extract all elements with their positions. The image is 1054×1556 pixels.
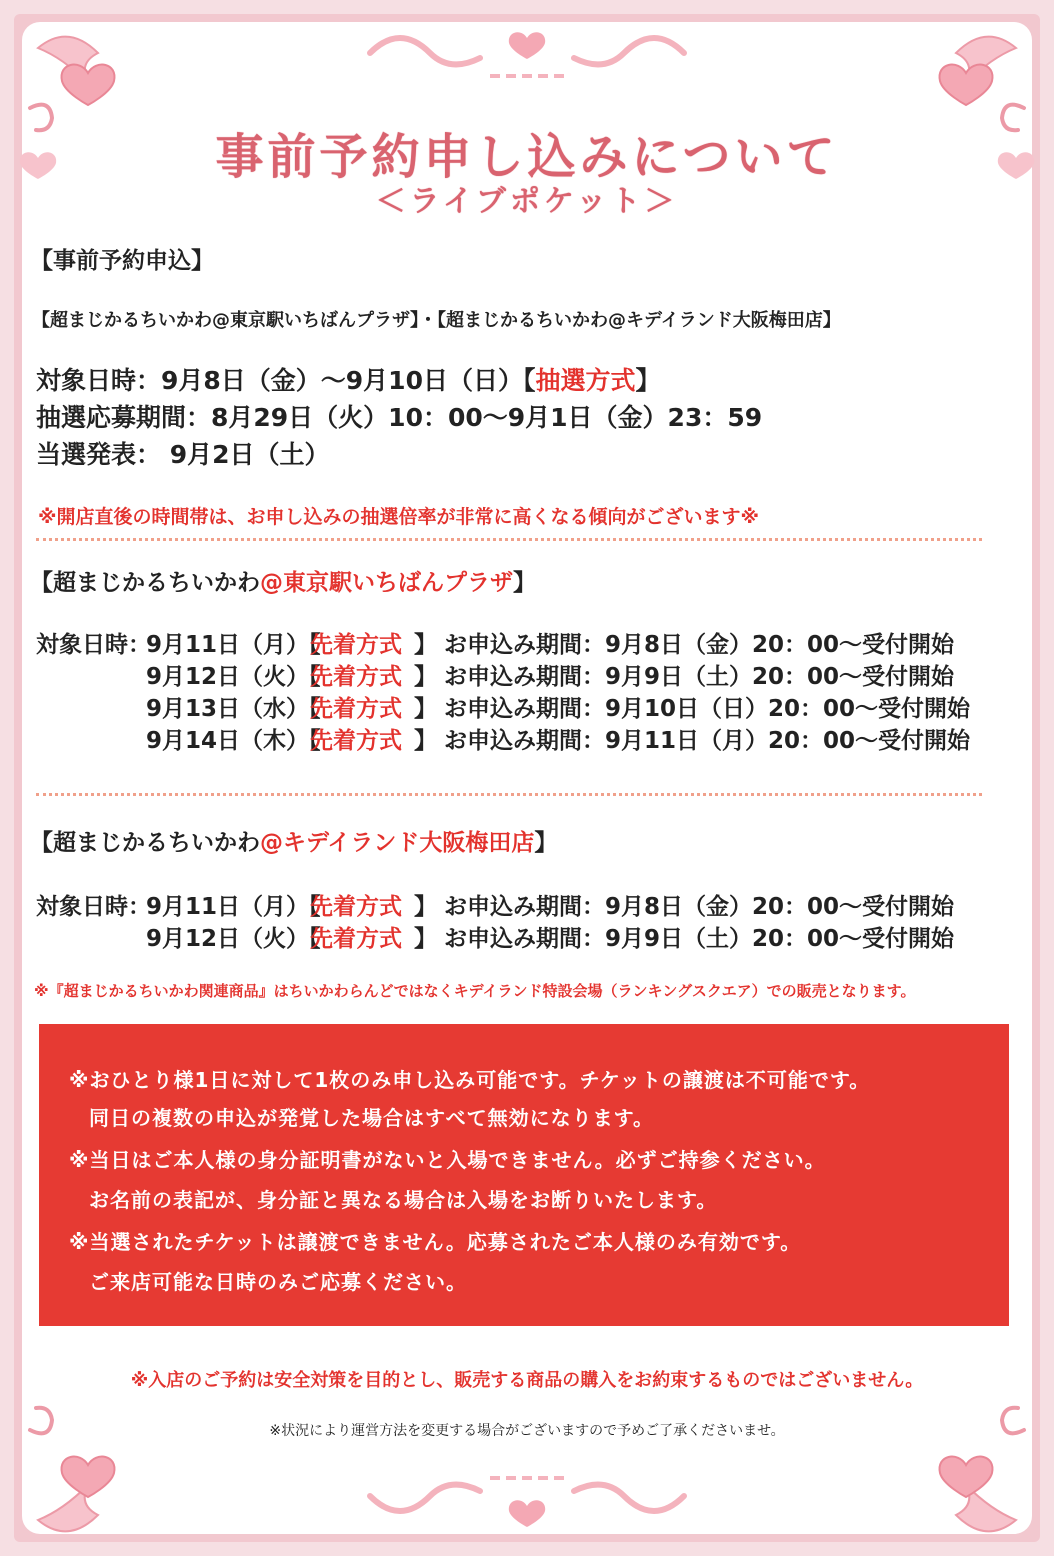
bracket-close: 】 [414,632,437,658]
advance-target-date [36,362,661,399]
osaka-heading [30,824,557,857]
application-period: お申込み期間：9月8日（金）20：00～受付開始 [444,894,955,920]
target-date-label: 対象日時： [36,632,151,658]
application-period: お申込み期間：9月11日（月）20：00～受付開始 [444,728,971,754]
tokyo-heading-close: 】 [513,570,536,596]
tokyo-heading-prefix: 【超まじかるちいかわ [30,570,260,596]
notice-line: 同日の複数の申込が発覚した場合はすべて無効になります。 [89,1106,654,1130]
notice-line: ※当日はご本人様の身分証明書がないと入場できません。必ずご持参ください。 [69,1148,826,1172]
target-date-label: 対象日時： [36,894,151,920]
notice-line: ※おひとり様1日に対して1枚のみ申し込み可能です。チケットの譲渡は不可能です。 [69,1068,871,1092]
dotted-divider [36,538,982,541]
bracket-close: 】 [414,926,437,952]
winged-heart-bottom-right-icon [896,1370,1036,1540]
bracket-close: 】 [414,696,437,722]
heart-swirl-top-icon [360,18,694,88]
schedule-date: 9月12日（火）【 [146,664,321,690]
application-period: お申込み期間：9月8日（金）20：00～受付開始 [444,632,955,658]
osaka-heading-prefix: 【超まじかるちいかわ [30,830,260,856]
schedule-date: 9月14日（木）【 [146,728,321,754]
lottery-warning: ※開店直後の時間帯は、お申し込みの抽選倍率が非常に高くなる傾向がございます※ [38,506,759,528]
winner-announcement: 当選発表： 9月2日（土） [36,440,330,469]
tokyo-heading [30,564,536,597]
osaka-heading-close: 】 [534,830,558,856]
page-title: 事前予約申し込みについて [215,129,839,185]
first-come-method: 先着方式 [310,926,402,952]
osaka-sales-note: ※『超まじかるちいかわ関連商品』はちいかわらんどではなくキデイランド特設会場（ランキングスクエア）での販売となります。 [34,982,916,1000]
footer-note: ※状況により運営方法を変更する場合がございますので予めご了承くださいませ。 [269,1423,785,1439]
application-period: お申込み期間：9月10日（日）20：00～受付開始 [444,696,971,722]
tokyo-venue: @東京駅いちばんプラザ [260,570,513,596]
bracket-close: 】 [414,894,437,920]
osaka-venue: @キデイランド大阪梅田店 [260,830,535,856]
bracket-close: 】 [414,728,437,754]
bracket-close: 】 [635,366,661,395]
schedule-date: 9月12日（火）【 [146,926,321,952]
dotted-divider [36,793,982,796]
advance-venues: 【超まじかるちいかわ@東京駅いちばんプラザ】・【超まじかるちいかわ@キデイランド大阪梅田店】 [32,310,841,331]
schedule-date: 9月11日（月）【 [146,632,321,658]
first-come-method: 先着方式 [310,728,402,754]
first-come-method: 先着方式 [310,696,402,722]
page-subtitle: ＜ライブポケット＞ [375,184,679,219]
target-date-text: 対象日時：9月8日（金）～9月10日（日）【 [36,366,536,395]
bracket-close: 】 [414,664,437,690]
notice-line: ※当選されたチケットは譲渡できません。応募されたご本人様のみ有効です。 [69,1230,802,1254]
first-come-method: 先着方式 [310,632,402,658]
schedule-date: 9月11日（月）【 [146,894,321,920]
winged-heart-bottom-left-icon [18,1370,158,1540]
first-come-method: 先着方式 [310,894,402,920]
lottery-period: 抽選応募期間：8月29日（火）10：00～9月1日（金）23：59 [36,403,763,432]
schedule-date: 9月13日（水）【 [146,696,321,722]
application-period: お申込み期間：9月9日（土）20：00～受付開始 [444,664,955,690]
footer-disclaimer: ※入店のご予約は安全対策を目的とし、販売する商品の購入をお約束するものではございません。 [130,1370,924,1391]
notice-line: ご来店可能な日時のみご応募ください。 [89,1270,467,1294]
first-come-method: 先着方式 [310,664,402,690]
lottery-method: 抽選方式 [535,366,636,395]
advance-heading: 【事前予約申込】 [30,248,214,274]
heart-swirl-bottom-icon [360,1466,694,1536]
notice-line: お名前の表記が、身分証と異なる場合は入場をお断りいたします。 [89,1188,718,1212]
notice-box [39,1024,1009,1326]
application-period: お申込み期間：9月9日（土）20：00～受付開始 [444,926,955,952]
